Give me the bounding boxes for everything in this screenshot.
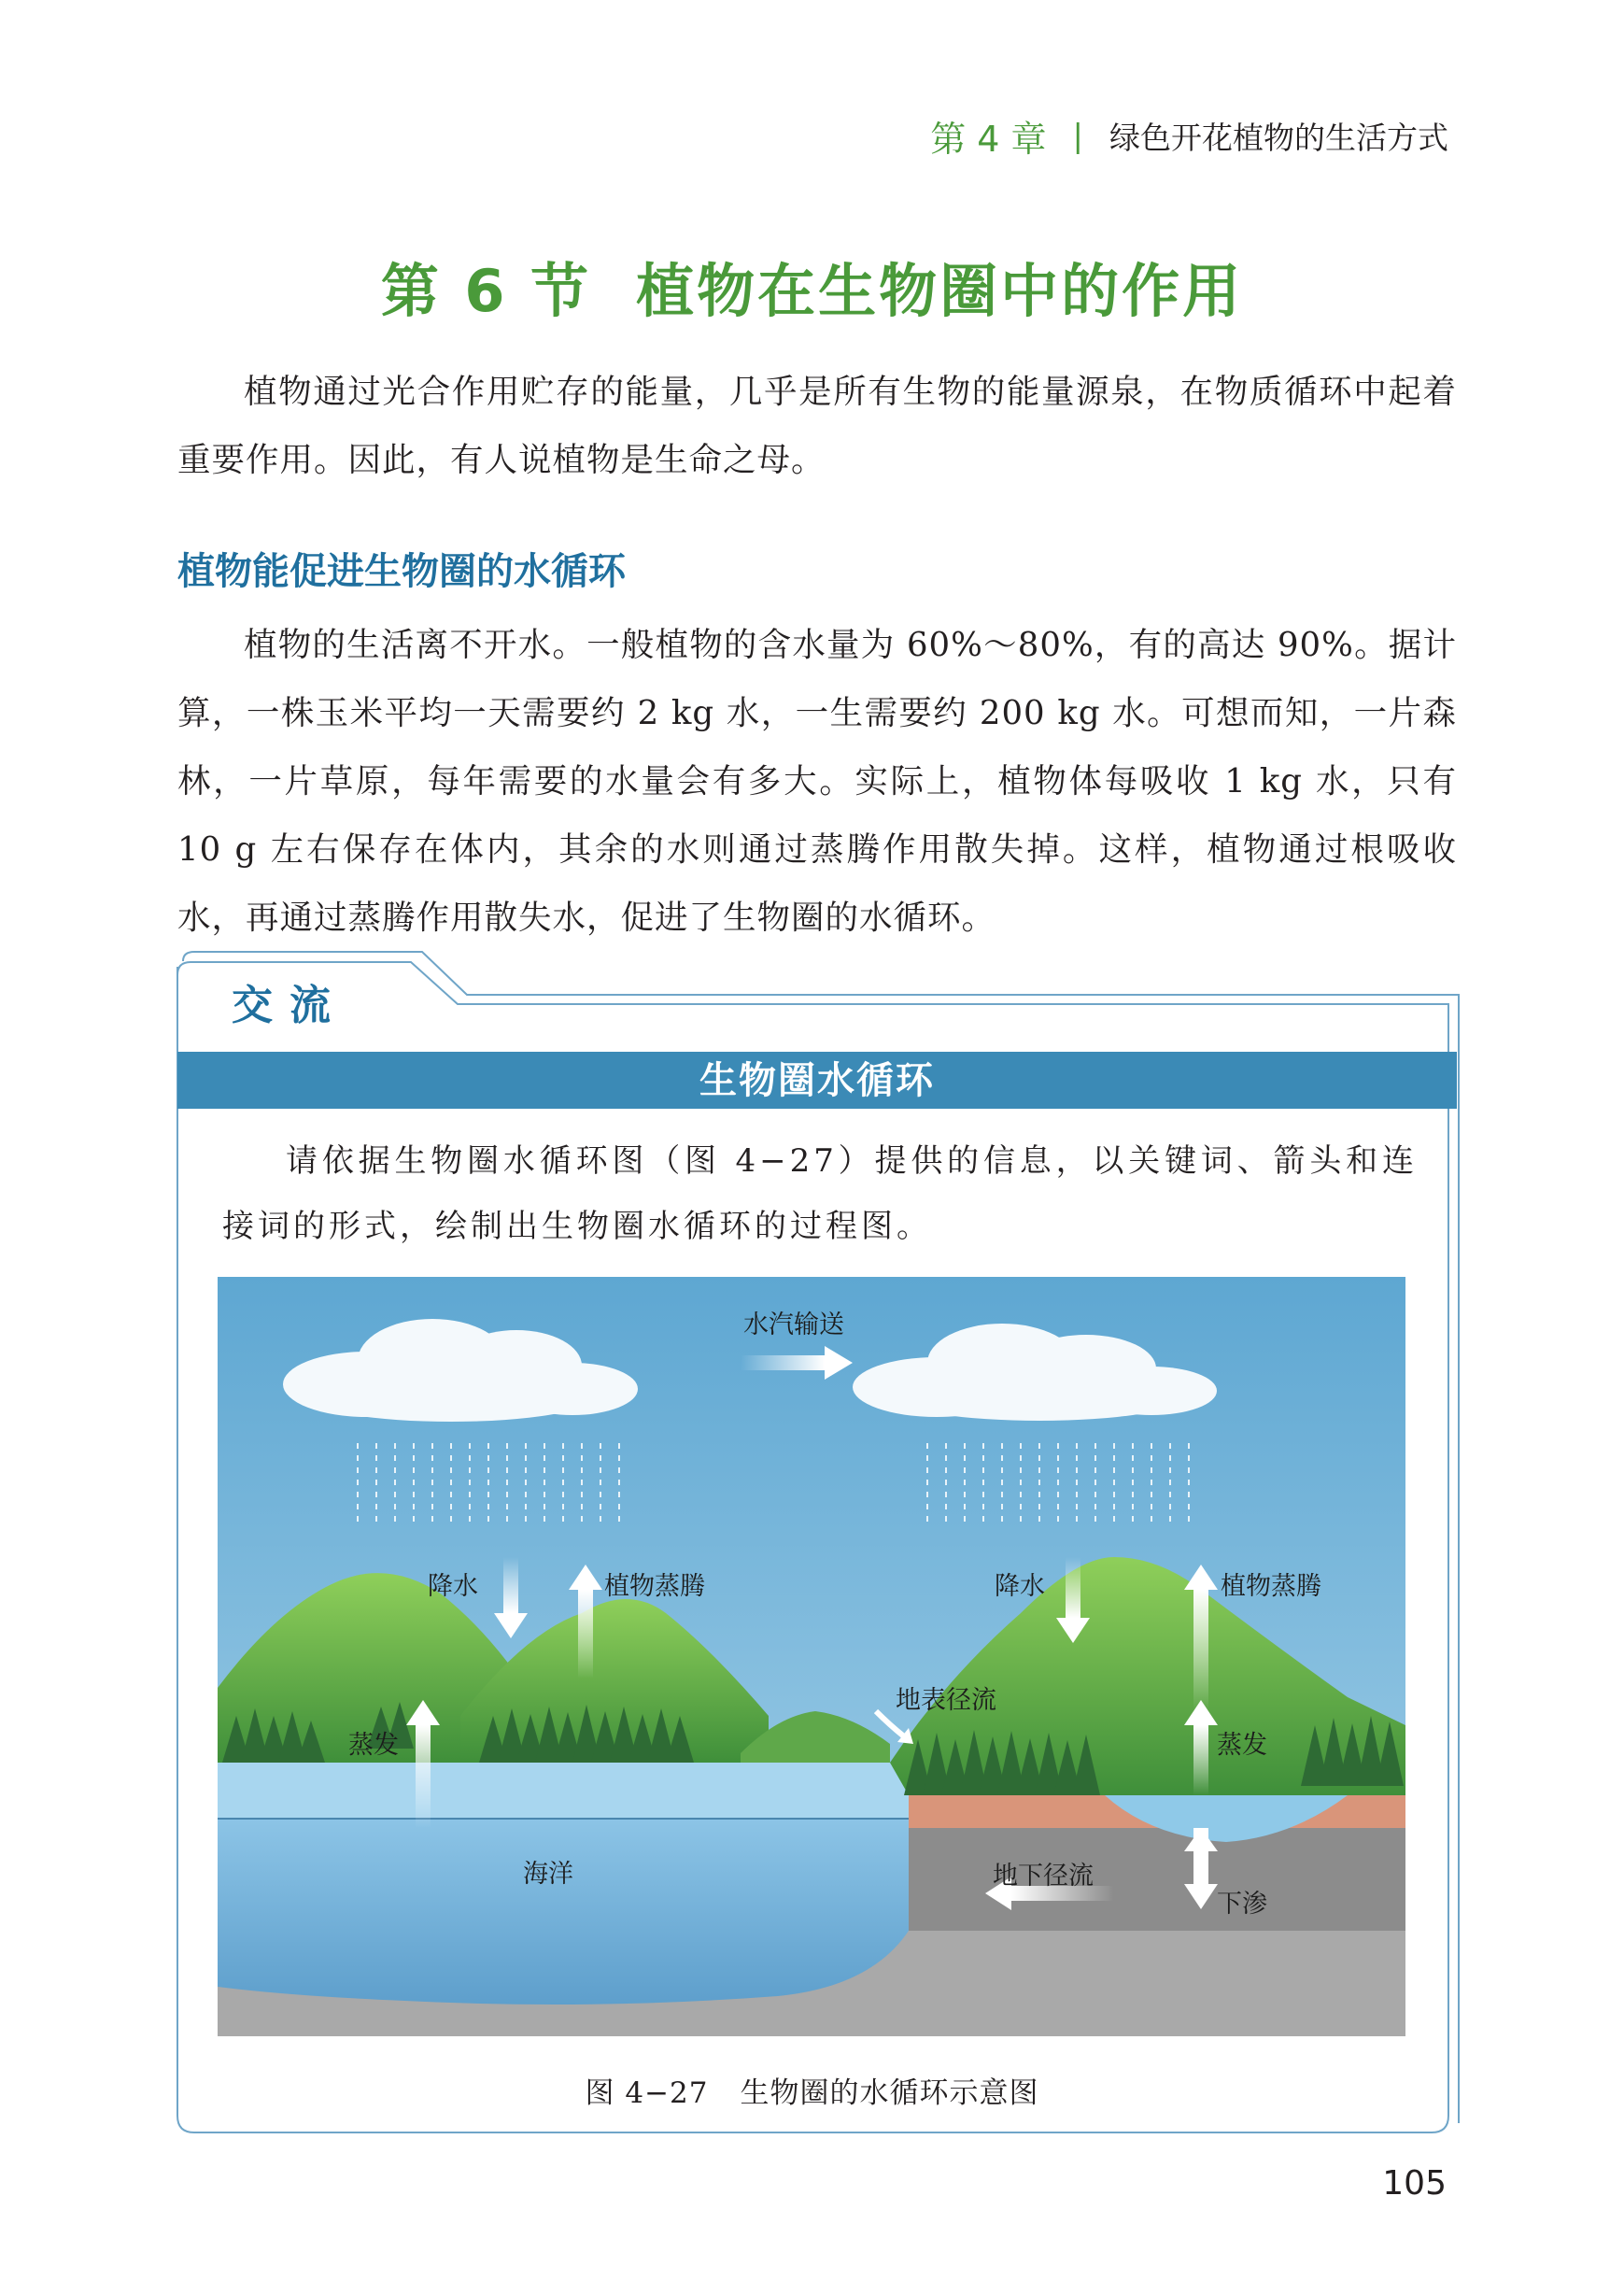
label-precipitation-left: 降水 (428, 1572, 478, 1601)
label-infiltration: 下渗 (1217, 1890, 1267, 1919)
figure-number: 图 4−27 (585, 2076, 709, 2110)
exchange-banner: 生物圈水循环 (177, 1052, 1457, 1109)
label-ocean: 海洋 (523, 1860, 573, 1889)
label-surface-runoff: 地表径流 (896, 1686, 996, 1715)
label-vapor-transport: 水汽输送 (743, 1310, 844, 1339)
water-cycle-figure (218, 1277, 1405, 2036)
ocean-surface (218, 1763, 909, 1819)
intro-paragraph: 植物通过光合作用贮存的能量，几乎是所有生物的能量源泉，在物质循环中起着重要作用。因此，有人说植物是生命之母。 (177, 373, 1457, 479)
section-name: 植物在生物圈中的作用 (636, 257, 1244, 325)
subheading: 植物能促进生物圈的水循环 (177, 550, 626, 593)
label-transpiration-left: 植物蒸腾 (604, 1572, 705, 1601)
page-number: 105 (1382, 2164, 1447, 2203)
underground-layer (909, 1828, 1405, 1931)
label-evaporation-left: 蒸发 (348, 1731, 399, 1760)
label-evaporation-right: 蒸发 (1217, 1731, 1267, 1760)
label-groundwater-runoff: 地下径流 (993, 1862, 1094, 1891)
figure-caption-text: 生物圈的水循环示意图 (740, 2076, 1039, 2110)
label-precipitation-right: 降水 (995, 1572, 1045, 1601)
chapter-title: 绿色开花植物的生活方式 (1109, 120, 1448, 156)
ocean (218, 1819, 909, 2005)
body-paragraph: 植物的生活离不开水。一般植物的含水量为 60%～80%，有的高达 90%。据计算，一株玉米平均一天需要约 2 kg 水，一生需要约 200 kg 水。可想而知，一片森林，一片草原，每年需要的水量会有多大。实际上，植物体每吸收 1 kg 水，只有 10 g 左右保存在体内，其余的水则通过蒸腾作用散失掉。这样，植物通过根吸收水，再通过蒸腾作用散失水，促进了生物圈的水循环。 (177, 626, 1457, 937)
exchange-tab-title: 交流 (232, 982, 347, 1029)
chapter-number: 第 4 章 (930, 119, 1047, 160)
header-separator: | (1072, 117, 1083, 155)
exercise-instruction: 请依据生物圈水循环图（图 4−27）提供的信息，以关键词、箭头和连接词的形式，绘制出生物圈水循环的过程图。 (222, 1142, 1418, 1245)
section-number: 第 6 节 (380, 257, 592, 325)
figure-caption (0, 2069, 1624, 2111)
label-transpiration-right: 植物蒸腾 (1221, 1572, 1321, 1601)
